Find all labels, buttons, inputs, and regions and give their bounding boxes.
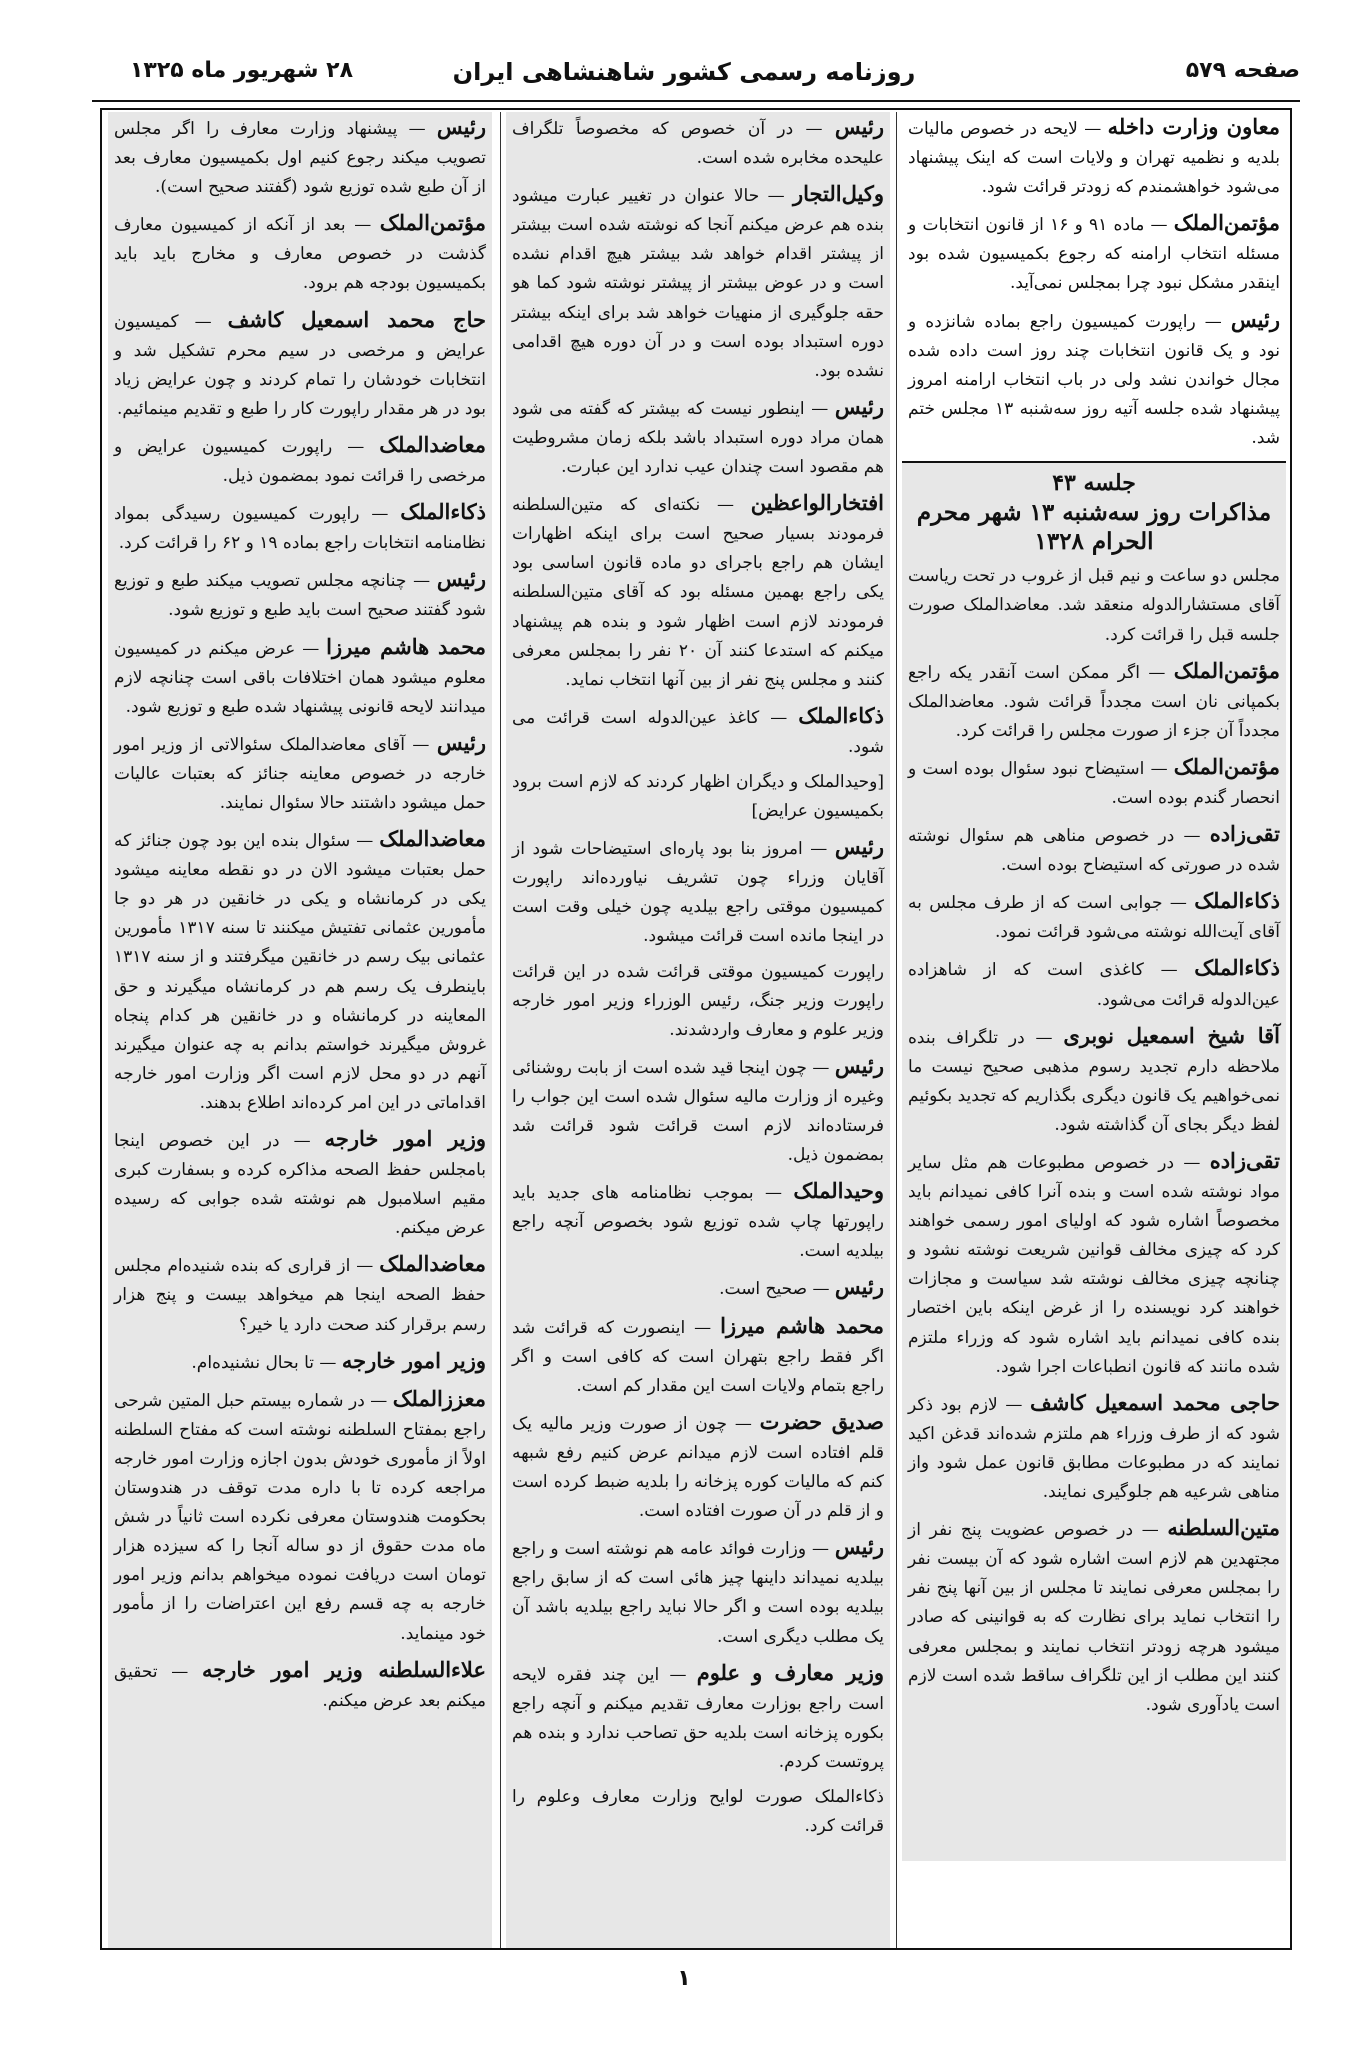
speech-text: استیضاح نبود سئوال بوده است و انحصار گندم بوده است. (908, 758, 1280, 808)
speech-paragraph: معاضدالملک — سئوال بنده این بود چون جنائز که حمل بعتبات میشود الان در دو نقطه معاینه میشود یکی در کرمانشاه و یکی در خانقین در هر دو جا مأمورین عثمانی تفتیش میکنند تا سنه ۱۳۱۷ مأمورین عثمانی بیک رسم در خانقین میگرفتند و از سنه ۱۳۱۷ باینطرف یک رسم هم در کرمانشاه میگیرند و حق المعاینه در کرمانشاه و در خانقین هر کدام پنجاه غروش میگیرند خواستم بدانم به چه عنوان میگیرند آنهم در دو محل لازم است اگر وزارت امور خارجه اقداماتی در این امر کرده‌اند اطلاع بدهند. (114, 826, 486, 1113)
speech-text: تا بحال نشنیده‌ام. (191, 1352, 315, 1373)
speech-text: لایحه در خصوص مالیات بلدیه و نظمیه تهران و ولایات است که اینک پیشنهاد می‌شود خواهشمندم که زودتر قرائت شود. (908, 119, 1280, 198)
session-title: مذاکرات روز سه‌شنبه ۱۳ شهر محرم الحرام ۱۳۲۸ (916, 499, 1272, 556)
speaker-name: رئیس (834, 1274, 884, 1300)
column-middle (506, 112, 890, 1948)
speech-text: در آن خصوص که مخصوصاً تلگراف علیحده مخابره شده است. (512, 119, 884, 169)
speech-text: [وحیدالملک و دیگران اظهار کردند که لازم است برود بکمیسیون عرایض] (512, 771, 884, 822)
speaker-name: مؤتمن‌الملک (1173, 210, 1280, 236)
speaker-name: علاءالسلطنه وزیر امور خارجه (202, 1656, 486, 1682)
speech-paragraph: معاضدالملک — راپورت کمیسیون عرایض و مرخصی را قرائت نمود بمضمون ذیل. (114, 431, 487, 487)
speech-text: اینطور نیست که بیشتر که گفته می شود همان مراد دوره استبداد باشد بلکه زمان مشروطیت هم مقصود است چندان عیب ندارد این عبارت. (512, 398, 884, 478)
speaker-name: ذکاءالملک (1194, 888, 1280, 914)
speech-text: حالا عنوان در تغییر عبارت میشود بنده هم عرض میکنم آنجا که نوشته شده است بیشتر از پیشتر اقدام خواهد شد بیشتر هیچ اقدام نشده است و در عوض بیشتر از پیشتر نوشته شود کما هو حقه جلوگیری از منهیات خواهد شد برای اینکه بیشتر دوره استبداد بوده است و در آن دوره هیچ اقدامی نشده بود. (512, 186, 884, 381)
speech-paragraph: رئیس — آقای معاضدالملک سئوالاتی از وزیر امور خارجه در خصوص معاینه جنائز که بعتبات عالیات حمل میشود داشتند حالا سئوال نمایند. (114, 729, 486, 813)
speech-paragraph: مؤتمن‌الملک — اگر ممکن است آنقدر یکه راجع بکمپانی نان است مجدداً قرائت شود. معاضدالملک مجدداً آن جزء از صورت مجلس را قرائت کرد. (908, 657, 1280, 741)
speech-paragraph: حاجی محمد اسمعیل کاشف — لازم بود ذکر شود که از طرف وزراء هم ملتزم شده‌اند قدغن اکید نمایند که در مطبوعات مطابق قانون عمل شود واز مناهی شرعیه هم جلوگیری نمایند. (908, 1389, 1280, 1503)
speech-paragraph: افتخارالواعظین — نکته‌ای که متین‌السلطنه فرمودند بسیار صحیح است برای اینکه اظهارات ایشان هم راجع باجرای دو ماده قانون اساسی بود یکی راجع بهمین مسئله بود که آقای متین‌السلطنه فرمودند لازم است اظهار شود و بنده هم پیشنهاد میکنم که استدعا کنند آن ۲۰ نفر را بمجلس معرفی کنند و مجلس پنج نفر از بین آنها انتخاب نماید. (512, 490, 885, 690)
speaker-name: وزیر امور خارجه (324, 1126, 487, 1151)
speaker-name: وزیر امور خارجه (341, 1347, 486, 1373)
speaker-name: معاضدالملک (379, 1251, 487, 1277)
speech-paragraph: معززالملک — در شماره بیستم حبل المتین شرحی راجع بمفتاح السلطنه نوشته است که مفتاح السلطنه اولاً از مأموری خودش بدون اجازه وزارت امور خارجه مراجعه کرده تا با داره مدت توقف در هندوستان بحکومت هندوستان معرفی نکرده است ثانیاً در شش ماه مدت حقوق از دو ساله آنجا را که سیزده هزار تومان است دریافت نموده میخواهم بدانم وزیر امور خارجه به چه قسم رفع این اعتراضات را از مأمور خود مینماید. (114, 1385, 486, 1644)
speaker-name: معززالملک (392, 1385, 486, 1411)
speaker-name: حاجی محمد اسمعیل کاشف (1029, 1389, 1280, 1415)
speech-paragraph: مؤتمن‌الملک — استیضاح نبود سئوال بوده است و انحصار گندم بوده است. (908, 753, 1280, 808)
speech-text: در این خصوص اینجا بامجلس حفظ الصحه مذاکره کرده و بسفارت کبری مقیم اسلامبول هم نوشته شده جوابی که رسیده عرض میکنم. (114, 1131, 486, 1239)
speech-text: در خصوص مناهی هم سئوال نوشته شده در صورتی که استیضاح بوده است. (908, 826, 1280, 876)
speech-text: کاغذی است که از شاهزاده عین‌الدوله قرائت می‌شود. (908, 960, 1280, 1010)
speaker-name: وحیدالملک (793, 1178, 884, 1204)
speaker-name: مؤتمن‌الملک (1173, 753, 1280, 779)
speaker-name: محمد هاشم میرزا (326, 633, 486, 659)
speech-paragraph: معاضدالملک — از قراری که بنده شنیده‌ام مجلس حفظ الصحه اینجا هم میخواهد بیست و پنج هزار رسم برقرار کند صحت دارد یا خیر؟ (114, 1251, 487, 1335)
speech-paragraph: ذکاءالملک — راپورت کمیسیون رسیدگی بمواد نظامنامه انتخابات راجع بماده ۱۹ و ۶۲ را قرائت کرد. (114, 499, 486, 554)
speech-paragraph: رئیس — در آن خصوص که مخصوصاً تلگراف علیحده مخابره شده است. (512, 114, 884, 169)
speaker-name: معاضدالملک (379, 431, 487, 457)
speech-paragraph: وحیدالملک — بموجب نظامنامه های جدید باید راپورتها چاپ شده توزیع شود بخصوص آنچه راجع بیلدیه است. (512, 1178, 884, 1262)
speech-text: بموجب نظامنامه های جدید باید راپورتها چاپ شده توزیع شود بخصوص آنچه راجع بیلدیه است. (512, 1183, 884, 1262)
speaker-name: حاج محمد اسمعیل کاشف (227, 306, 486, 332)
speech-text: چنانچه مجلس تصویب میکند طبع و توزیع شود گفتند صحیح است باید طبع و توزیع شود. (114, 571, 486, 621)
speech-text: راپورت کمیسیون راجع بماده شانزده و نود و یک قانون انتخابات چند روز است داده شده مجال خواندن نشد ولی در باب انتخاب ارامنه امروز پیشنهاد شده جلسه آتیه روز سه‌شنبه ۱۳ مجلس ختم شد. (908, 311, 1280, 448)
speech-paragraph: حاج محمد اسمعیل کاشف — کمیسیون عرایض و مرخصی در سیم محرم تشکیل شد و انتخابات خودشان را تمام کردند و چون عرایض زیاد بود در هر مقدار راپورت کار را طبع و تقدیم مینمائیم. (114, 306, 486, 419)
header-rule (92, 100, 1300, 102)
speech-text: بعد از آنکه از کمیسیون معارف گذشت در خصوص معارف و مخارج باید باید بکمیسیون بودجه هم برود. (114, 215, 486, 294)
speaker-name: رئیس (834, 1534, 884, 1560)
speech-paragraph (506, 1783, 890, 1841)
speech-text: کمیسیون عرایض و مرخصی در سیم محرم تشکیل شد و انتخابات خودشان را تمام کردند و چون عرایض زیاد بود در هر مقدار راپورت کار را طبع و تقدیم مینمائیم. (114, 311, 486, 419)
speech-paragraph: ذکاءالملک — جوابی است که از طرف مجلس به آقای آیت‌الله نوشته می‌شود قرائت نمود. (908, 888, 1280, 943)
speech-text: چون از صورت وزیر مالیه یک قلم افتاده است لازم میدانم عرض کنیم رفع شبهه کنم که مالیات کوره پزخانه را بلدیه ضبط کرده است و از قلم در آن صورت افتاده است. (512, 1413, 884, 1522)
speaker-name: متین‌السلطنه (1167, 1515, 1280, 1541)
speech-paragraph: رئیس — پیشنهاد وزارت معارف را اگر مجلس تصویب میکند رجوع کنیم اول بکمیسیون معارف بعد از آن طبع شده توزیع شود (گفتند صحیح است). (114, 114, 486, 198)
speech-paragraph: معاون وزارت داخله — لایحه در خصوص مالیات بلدیه و نظمیه تهران و ولایات است که اینک پیشنهاد می‌شود خواهشمندم که زودتر قرائت شود. (908, 114, 1281, 198)
speaker-name: رئیس (834, 114, 884, 139)
speech-text: تحقیق میکنم بعد عرض میکنم. (114, 1661, 486, 1711)
speech-text: راپورت کمیسیون موقتی قرائت شده در این قرائت راپورت وزیر جنگ، رئیس الوزراء وزیر امور خارجه وزیر علوم و معارف واردشدند. (512, 961, 884, 1040)
speech-paragraph: تقی‌زاده — در خصوص مناهی هم سئوال نوشته شده در صورتی که استیضاح بوده است. (908, 821, 1280, 876)
speech-paragraph: مؤتمن‌الملک — ماده ۹۱ و ۱۶ از قانون انتخابات و مسئله انتخاب ارامنه که رجوع بکمیسیون شده بود اینقدر مشکل نبود چرا بمجلس نمی‌آید. (908, 210, 1280, 294)
speech-paragraph: رئیس — راپورت کمیسیون راجع بماده شانزده و نود و یک قانون انتخابات چند روز است داده شده مجال خواندن نشد ولی در باب انتخاب ارامنه امروز پیشنهاد شده جلسه آتیه روز سه‌شنبه ۱۳ مجلس ختم شد. (908, 306, 1280, 448)
speech-text: عرض میکنم در کمیسیون معلوم میشود همان اختلافات باقی است چنانچه لازم میدانند لایحه قانونی پیشنهاد شده طبع و توزیع شود. (114, 638, 486, 717)
speaker-name: ذکاءالملک (798, 702, 884, 728)
speech-paragraph (902, 562, 1286, 649)
speech-paragraph: مؤتمن‌الملک — بعد از آنکه از کمیسیون معارف گذشت در خصوص معارف و مخارج باید باید بکمیسیون بودجه هم برود. (114, 210, 486, 294)
session-number: جلسه ۴۳ (1052, 470, 1136, 497)
speech-text: کاغذ عین‌الدوله است قرائت می شود. (512, 707, 884, 757)
column-right (902, 112, 1286, 1948)
speaker-name: رئیس (436, 566, 487, 592)
speech-paragraph: ذکاءالملک — کاغذی است که از شاهزاده عین‌الدوله قرائت می‌شود. (908, 955, 1281, 1010)
speech-text: مجلس دو ساعت و نیم قبل از غروب در تحت ریاست آقای مستشارالدوله منعقد شد. معاضدالملک صورت جلسه قبل را قرائت کرد. (908, 566, 1280, 645)
speech-text: در شماره بیستم حبل المتین شرحی راجع بمفتاح السلطنه نوشته است که مفتاح السلطنه اولاً از مأموری خودش بدون اجازه وزارت امور خارجه مراجعه کرده تا با داره مدت توقف در هندوستان بحکومت هندوستان معرفی نکرده است ثانیاً در شش ماه مدت حقوق از دو ساله آنجا را که سیزده هزار تومان است دریافت نموده میخواهم بدانم وزیر امور خارجه به چه قسم رفع این اعتراضات را از مأمور خود مینماید. (114, 1390, 486, 1644)
speaker-name: تقی‌زاده (1209, 1148, 1280, 1173)
speech-text: در تلگراف بنده ملاحظه دارم تجدید رسوم مذهبی صحیح نیست ما نمی‌خواهیم یک قانون دیگری بگذاریم که تجدید بکوئیم لفظ دیگر بجای آن گذاشته شود. (908, 1027, 1280, 1135)
issue-date: ۲۸ شهریور ماه ۱۳۲۵ (130, 58, 353, 83)
speaker-name: مؤتمن‌الملک (379, 210, 486, 236)
speaker-name: رئیس (834, 393, 884, 419)
speech-paragraph: محمد هاشم میرزا — عرض میکنم در کمیسیون معلوم میشود همان اختلافات باقی است چنانچه لازم میدانند لایحه قانونی پیشنهاد شده طبع و توزیع شود. (114, 633, 486, 717)
speech-paragraph: رئیس — چون اینجا قید شده است از بابت روشنائی وغیره از وزارت مالیه سئوال شده است این جواب را فرستاده‌اند لازم است قرائت شود قرائت شد بمضمون ذیل. (512, 1052, 884, 1166)
speech-text: ذکاءالملک صورت لوایح وزارت معارف وعلوم را قرائت کرد. (512, 1786, 884, 1837)
speech-paragraph: رئیس — صحیح است. (719, 1274, 884, 1300)
speaker-name: ذکاءالملک (400, 499, 486, 525)
speech-text: چون اینجا قید شده است از بابت روشنائی وغیره از وزارت مالیه سئوال شده است این جواب را فرستاده‌اند لازم است قرائت شود قرائت شد بمضمون ذیل. (512, 1057, 884, 1166)
speech-text: پیشنهاد وزارت معارف را اگر مجلس تصویب میکند رجوع کنیم اول بکمیسیون معارف بعد از آن طبع شده توزیع شود (گفتند صحیح است). (114, 119, 486, 198)
speech-paragraph: ذکاءالملک — کاغذ عین‌الدوله است قرائت می شود. (512, 702, 884, 757)
speech-text: راپورت کمیسیون رسیدگی بمواد نظامنامه انتخابات راجع بماده ۱۹ و ۶۲ را قرائت کرد. (114, 504, 486, 554)
page-number: صفحه ۵۷۹ (1185, 58, 1300, 83)
speech-paragraph (506, 958, 890, 1045)
speaker-name: معاضدالملک (379, 826, 486, 852)
speech-text: در خصوص عضویت پنج نفر از مجتهدین هم لازم است اشاره شود که آن بیست نفر را بمجلس معرفی نمایند تا مجلس از بین آنها پنج نفر را انتخاب نماید برای نظارت که به قوانینی که صادر میشود هرچه زودتر انتخاب نمایند و بمجلس معرفی کنند این مطلب از این تلگراف ساقط شده است لازم است یادآوری شود. (908, 1520, 1280, 1715)
speech-text: از قراری که بنده شنیده‌ام مجلس حفظ الصحه اینجا هم میخواهد بیست و پنج هزار رسم برقرار کند صحت دارد یا خیر؟ (114, 1256, 486, 1335)
column-divider (500, 112, 501, 1948)
speech-text: وزارت فوائد عامه هم نوشته است و راجع بیلدیه نمیداند داینها چیز هائی است که از سابق راجع بیلدیه بوده است و اگر حالا نباید راجع بیلدیه باشد آن یک مطلب دیگری است. (512, 1539, 884, 1647)
speaker-name: تقی‌زاده (1209, 821, 1280, 847)
speech-text: نکته‌ای که متین‌السلطنه فرمودند بسیار صحیح است برای اینکه اظهارات ایشان هم راجع باجرای دو ماده قانون اساسی بود یکی راجع بهمین مسئله بود که آقای متین‌السلطنه فرمودند لازم است اظهار شود و بنده هم پیشنهاد میکنم که استدعا کنند آن ۲۰ نفر را بمجلس معرفی کنند و مجلس پنج نفر از بین آنها انتخاب نماید. (512, 495, 885, 690)
speaker-name: رئیس (436, 114, 486, 139)
speech-text: صحیح است. (719, 1279, 808, 1300)
speaker-name: وزیر معارف و علوم (696, 1659, 884, 1685)
speech-paragraph: صدیق حضرت — چون از صورت وزیر مالیه یک قلم افتاده است لازم میدانم عرض کنیم رفع شبهه کنم که مالیات کوره پزخانه را بلدیه ضبط کرده است و از قلم در آن صورت افتاده است. (512, 1408, 884, 1522)
speaker-name: وکیل‌التجار (792, 181, 884, 207)
column-left (108, 112, 492, 1948)
speech-paragraph: علاءالسلطنه وزیر امور خارجه — تحقیق میکنم بعد عرض میکنم. (114, 1656, 486, 1711)
speaker-name: ذکاءالملک (1194, 955, 1281, 981)
speech-text: ماده ۹۱ و ۱۶ از قانون انتخابات و مسئله انتخاب ارامنه که رجوع بکمیسیون شده بود اینقدر مشکل نبود چرا بمجلس نمی‌آید. (908, 215, 1280, 294)
speaker-name: محمد هاشم میرزا (720, 1312, 884, 1338)
speaker-name: رئیس (834, 834, 885, 860)
speech-text: لازم بود ذکر شود که از طرف وزراء هم ملتزم شده‌اند قدغن اکید نمایند که در مطبوعات مطابق قانون عمل شود واز مناهی شرعیه هم جلوگیری نمایند. (908, 1394, 1280, 1503)
shaded-block (902, 461, 1286, 1861)
speech-text: امروز بنا بود پاره‌ای استیضاحات شود از آقایان وزراء چون تشریف نیاورده‌اند راپورت کمیسیون موقتی راجع بیلدیه چون خیلی وقت است در اینجا مانده است قرائت میشود. (512, 839, 884, 947)
speech-paragraph: آقا شیخ اسمعیل نوبری — در تلگراف بنده ملاحظه دارم تجدید رسوم مذهبی صحیح نیست ما نمی‌خواهیم یک قانون دیگری بگذاریم که تجدید بکوئیم لفظ دیگر بجای آن گذاشته شود. (908, 1022, 1280, 1135)
speech-paragraph: وزیر امور خارجه — در این خصوص اینجا بامجلس حفظ الصحه مذاکره کرده و بسفارت کبری مقیم اسلامبول هم نوشته شده جوابی که رسیده عرض میکنم. (114, 1126, 487, 1239)
speech-text: اگر ممکن است آنقدر یکه راجع بکمپانی نان است مجدداً قرائت شود. معاضدالملک مجدداً آن جزء از صورت مجلس را قرائت کرد. (908, 662, 1280, 741)
speaker-name: معاون وزارت داخله (1107, 114, 1281, 139)
speech-paragraph (506, 768, 890, 826)
speech-paragraph: رئیس — اینطور نیست که بیشتر که گفته می شود همان مراد دوره استبداد باشد بلکه زمان مشروطیت هم مقصود است چندان عیب ندارد این عبارت. (512, 393, 884, 478)
speech-text: سئوال بنده این بود چون جنائز که حمل بعتبات میشود الان در دو نقطه معاینه میشود یکی در کرمانشاه و یکی در خانقین در هر دو جا مأمورین عثمانی تفتیش میکنند تا سنه ۱۳۱۷ مأمورین عثمانی بیک رسم در خانقین میگرفتند و از سنه ۱۳۱۷ باینطرف یک رسم هم در کرمانشاه میگیرند و حق المعاینه در کرمانشاه و در خانقین هر کدام پنجاه غروش میگیرند خواستم بدانم به چه عنوان میگیرند آنهم در دو محل لازم است اگر وزارت امور خارجه اقداماتی در این امر کرده‌اند اطلاع بدهند. (114, 831, 486, 1113)
speech-text: جوابی است که از طرف مجلس به آقای آیت‌الله نوشته می‌شود قرائت نمود. (908, 893, 1280, 943)
speech-paragraph: متین‌السلطنه — در خصوص عضویت پنج نفر از مجتهدین هم لازم است اشاره شود که آن بیست نفر را بمجلس معرفی نمایند تا مجلس از بین آنها پنج نفر را انتخاب نماید برای نظارت که به قوانینی که صادر میشود هرچه زودتر انتخاب نمایند و بمجلس معرفی کنند این مطلب از این تلگراف ساقط شده است لازم است یادآوری شود. (908, 1515, 1280, 1715)
speaker-name: مؤتمن‌الملک (1173, 657, 1280, 683)
speech-paragraph: رئیس — وزارت فوائد عامه هم نوشته است و راجع بیلدیه نمیداند داینها چیز هائی است که از سابق راجع بیلدیه بوده است و اگر حالا نباید راجع بیلدیه باشد آن یک مطلب دیگری است. (512, 1534, 884, 1647)
speaker-name: رئیس (834, 1052, 884, 1078)
speech-text: این چند فقره لایحه است راجع بوزارت معارف تقدیم میکنم و آنچه راجع بکوره پزخانه است بلدیه حق تصاحب ندارد و بنده هم پروتست کردم. (512, 1664, 884, 1772)
speaker-name: افتخارالواعظین (750, 490, 884, 516)
speech-text: آقای معاضدالملک سئوالاتی از وزیر امور خارجه در خصوص معاینه جنائز که بعتبات عالیات حمل میشود داشتند حالا سئوال نمایند. (114, 734, 486, 813)
speech-text: راپورت کمیسیون عرایض و مرخصی را قرائت نمود بمضمون ذیل. (114, 436, 486, 487)
masthead-title: روزنامه رسمی کشور شاهنشاهی ایران (452, 58, 916, 86)
speech-text: اینصورت که قرائت شد اگر فقط راجع بتهران است که کافی است و اگر راجع بتمام ولایات است این مقدار کم است. (512, 1317, 884, 1396)
speaker-name: رئیس (1230, 306, 1280, 332)
speech-text: در خصوص مطبوعات هم مثل سایر مواد نوشته شده است و بنده آنرا کافی نمیدانم باید مخصوصاً اشاره شود که اولیای امور رسمی خواهند کرد که چیزی مخالف قوانین شریعت نوشته نشود و چنانچه چیزی مخالف نوشته شد سیاست و مجازات خواهند کرد نویسنده را از غرض اینکه باین اختصار بنده کافی نمیدانم باید اشاره شود که وزراء ملتزم شده مانند که قانون انطباعات اجرا شود. (908, 1153, 1280, 1377)
speech-paragraph: رئیس — امروز بنا بود پاره‌ای استیضاحات شود از آقایان وزراء چون تشریف نیاورده‌اند راپورت کمیسیون موقتی راجع بیلدیه چون خیلی وقت است در اینجا مانده است قرائت میشود. (512, 834, 885, 947)
speech-paragraph: وزیر معارف و علوم — این چند فقره لایحه است راجع بوزارت معارف تقدیم میکنم و آنچه راجع بکوره پزخانه است بلدیه حق تصاحب ندارد و بنده هم پروتست کردم. (512, 1659, 884, 1772)
speech-paragraph: وکیل‌التجار — حالا عنوان در تغییر عبارت میشود بنده هم عرض میکنم آنجا که نوشته شده است بیشتر از پیشتر اقدام خواهد شد بیشتر هیچ اقدام نشده است و در عوض بیشتر از پیشتر نوشته شود کما هو حقه جلوگیری از منهیات خواهد شد برای اینکه بیشتر دوره استبداد بوده است و در آن دوره هیچ اقدامی نشده بود. (512, 181, 884, 381)
speech-paragraph: وزیر امور خارجه — تا بحال نشنیده‌ام. (191, 1347, 486, 1373)
page-folio: ۱ (677, 1966, 691, 1991)
speech-paragraph: محمد هاشم میرزا — اینصورت که قرائت شد اگر فقط راجع بتهران است که کافی است و اگر راجع بتمام ولایات است این مقدار کم است. (512, 1312, 884, 1396)
speaker-name: رئیس (436, 729, 486, 755)
session-heading (902, 461, 1286, 556)
speaker-name: صدیق حضرت (759, 1408, 884, 1434)
speaker-name: آقا شیخ اسمعیل نوبری (1063, 1022, 1280, 1048)
column-divider (896, 112, 897, 1948)
speech-paragraph: رئیس — چنانچه مجلس تصویب میکند طبع و توزیع شود گفتند صحیح است باید طبع و توزیع شود. (114, 566, 487, 621)
speech-paragraph: تقی‌زاده — در خصوص مطبوعات هم مثل سایر مواد نوشته شده است و بنده آنرا کافی نمیدانم باید مخصوصاً اشاره شود که اولیای امور رسمی خواهند کرد که چیزی مخالف قوانین شریعت نوشته نشود و چنانچه چیزی مخالف نوشته شد سیاست و مجازات خواهند کرد نویسنده را از غرض اینکه باین اختصار بنده کافی نمیدانم باید اشاره شود که وزراء ملتزم شده مانند که قانون انطباعات اجرا شود. (908, 1148, 1280, 1377)
